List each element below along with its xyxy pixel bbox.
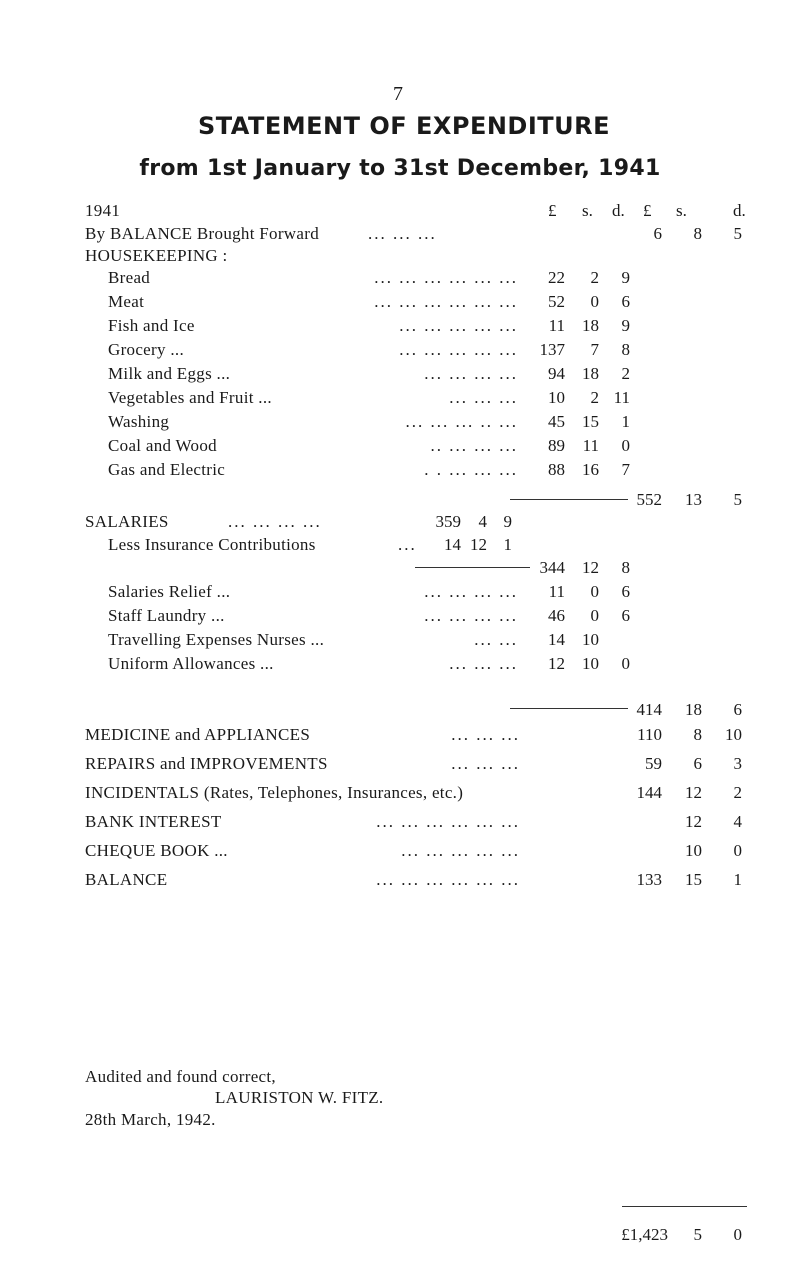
- expenditure-item-pence: 2: [733, 783, 742, 802]
- housekeeping-item-pence: 2: [621, 364, 630, 383]
- balance-forward-leader: ... ... ...: [368, 224, 437, 243]
- expenditure-item-pounds: 144: [636, 783, 662, 802]
- less-insurance-label: Less Insurance Contributions: [108, 535, 316, 554]
- housekeeping-item-leader: ... ... ... ... ... ...: [374, 268, 518, 287]
- expenditure-item-shillings: 12: [685, 783, 702, 802]
- salaries-item-label: Staff Laundry ...: [108, 606, 225, 625]
- salaries-gross-pence: 9: [503, 512, 512, 531]
- col-header-pence-1: d.: [612, 201, 625, 220]
- expenditure-item-pence: 3: [733, 754, 742, 773]
- expenditure-item-shillings: 6: [693, 754, 702, 773]
- expenditure-item-label: CHEQUE BOOK ...: [85, 841, 228, 860]
- salaries-gross-shillings: 4: [478, 512, 487, 531]
- less-insurance-pence: 1: [503, 535, 512, 554]
- housekeeping-item-shillings: 7: [590, 340, 599, 359]
- housekeeping-subtotal-rule: [510, 499, 628, 500]
- expenditure-item-leader: ... ... ... ... ... ...: [376, 812, 520, 831]
- housekeeping-item-label: Vegetables and Fruit ...: [108, 388, 272, 407]
- housekeeping-item-shillings: 2: [590, 268, 599, 287]
- housekeeping-item-label: Meat: [108, 292, 145, 311]
- expenditure-item-shillings: 15: [685, 870, 702, 889]
- housekeeping-item-label: Grocery ...: [108, 340, 184, 359]
- col-header-shillings-2: s.: [676, 201, 687, 220]
- auditor-name: LAURISTON W. FITZ.: [215, 1088, 384, 1107]
- housekeeping-item-label: Bread: [108, 268, 151, 287]
- audit-date: 28th March, 1942.: [85, 1110, 216, 1129]
- salaries-item-shillings: 0: [590, 606, 599, 625]
- expenditure-item-label: BANK INTEREST: [85, 812, 222, 831]
- salaries-item-pence: 0: [621, 654, 630, 673]
- balance-forward-pounds: 6: [653, 224, 662, 243]
- col-header-pounds-2: £: [643, 201, 652, 220]
- salaries-item-leader: ... ... ... ...: [424, 582, 518, 601]
- expenditure-item-label: INCIDENTALS (Rates, Telephones, Insurances, etc.): [85, 783, 464, 802]
- salaries-net-pence: 8: [621, 558, 630, 577]
- housekeeping-item-pence: 8: [621, 340, 630, 359]
- expenditure-item-pounds: 133: [636, 870, 662, 889]
- salaries-net-pounds: 344: [539, 558, 565, 577]
- expenditure-item-pounds: 110: [637, 725, 662, 744]
- housekeeping-item-leader: ... ... ... ...: [424, 364, 518, 383]
- salaries-item-pounds: 11: [548, 582, 565, 601]
- balance-forward-pence: 5: [733, 224, 742, 243]
- housekeeping-item-pounds: 45: [548, 412, 565, 431]
- housekeeping-total-pence: 5: [733, 490, 742, 509]
- housekeeping-item-pence: 6: [621, 292, 630, 311]
- col-header-shillings-1: s.: [582, 201, 593, 220]
- salaries-leader: ... ... ... ...: [228, 512, 322, 531]
- salaries-total-shillings: 18: [685, 700, 702, 719]
- less-insurance-pounds: 14: [444, 535, 461, 554]
- salaries-item-label: Travelling Expenses Nurses ...: [108, 630, 325, 649]
- housekeeping-item-pence: 1: [621, 412, 630, 431]
- balance-forward-label: By BALANCE Brought Forward: [85, 224, 319, 243]
- housekeeping-item-label: Fish and Ice: [108, 316, 195, 335]
- housekeeping-item-pounds: 88: [548, 460, 565, 479]
- housekeeping-item-leader: ... ... ... .. ...: [405, 412, 518, 431]
- year-label: 1941: [85, 201, 121, 220]
- housekeeping-item-pence: 11: [613, 388, 630, 407]
- salaries-item-pounds: 14: [548, 630, 565, 649]
- housekeeping-item-shillings: 2: [590, 388, 599, 407]
- expenditure-item-shillings: 10: [685, 841, 702, 860]
- housekeeping-item-leader: .. ... ... ...: [430, 436, 518, 455]
- housekeeping-item-leader: ... ... ... ... ...: [399, 316, 518, 335]
- salaries-net-shillings: 12: [582, 558, 599, 577]
- less-insurance-shillings: 12: [470, 535, 487, 554]
- housekeeping-item-label: Washing: [108, 412, 170, 431]
- expenditure-item-pounds: 59: [645, 754, 662, 773]
- salaries-item-leader: ... ... ... ...: [424, 606, 518, 625]
- salaries-total-pence: 6: [733, 700, 742, 719]
- salaries-item-pence: 6: [621, 606, 630, 625]
- housekeeping-item-shillings: 18: [582, 364, 599, 383]
- salaries-item-label: Salaries Relief ...: [108, 582, 231, 601]
- salaries-item-leader: ... ... ...: [449, 654, 518, 673]
- salaries-label: SALARIES: [85, 512, 169, 531]
- housekeeping-item-leader: ... ... ... ... ...: [399, 340, 518, 359]
- housekeeping-item-shillings: 16: [582, 460, 599, 479]
- page-number: 7: [393, 83, 403, 105]
- expenditure-item-label: BALANCE: [85, 870, 168, 889]
- expenditure-item-pence: 0: [733, 841, 742, 860]
- housekeeping-item-pounds: 52: [548, 292, 565, 311]
- housekeeping-item-pounds: 137: [539, 340, 565, 359]
- housekeeping-item-shillings: 18: [582, 316, 599, 335]
- housekeeping-item-shillings: 0: [590, 292, 599, 311]
- grand-total-shillings: 5: [693, 1225, 702, 1244]
- housekeeping-total-shillings: 13: [685, 490, 702, 509]
- salaries-item-label: Uniform Allowances ...: [108, 654, 274, 673]
- housekeeping-item-label: Coal and Wood: [108, 436, 217, 455]
- housekeeping-item-label: Milk and Eggs ...: [108, 364, 231, 383]
- less-insurance-leader: ...: [398, 535, 417, 554]
- expenditure-item-label: REPAIRS and IMPROVEMENTS: [85, 754, 328, 773]
- col-header-pounds-1: £: [548, 201, 557, 220]
- salaries-gross-pounds: 359: [435, 512, 461, 531]
- salaries-item-shillings: 0: [590, 582, 599, 601]
- statement-title: STATEMENT OF EXPENDITURE: [197, 112, 611, 140]
- housekeeping-item-pence: 0: [621, 436, 630, 455]
- housekeeping-item-shillings: 11: [582, 436, 599, 455]
- col-header-pence-2: d.: [733, 201, 746, 220]
- expenditure-item-pence: 1: [733, 870, 742, 889]
- housekeeping-item-leader: ... ... ... ... ... ...: [374, 292, 518, 311]
- housekeeping-item-pounds: 22: [548, 268, 565, 287]
- salaries-item-pounds: 46: [548, 606, 565, 625]
- housekeeping-item-pounds: 94: [548, 364, 565, 383]
- housekeeping-item-pounds: 89: [548, 436, 565, 455]
- housekeeping-item-label: Gas and Electric: [108, 460, 226, 479]
- housekeeping-heading: HOUSEKEEPING :: [85, 246, 228, 265]
- grand-total-pounds: £1,423: [621, 1225, 668, 1244]
- expenditure-item-pence: 10: [725, 725, 742, 744]
- expenditure-item-shillings: 12: [685, 812, 702, 831]
- audit-statement: Audited and found correct,: [85, 1067, 276, 1086]
- housekeeping-item-pence: 9: [621, 268, 630, 287]
- housekeeping-item-leader: ... ... ...: [449, 388, 518, 407]
- housekeeping-total-pounds: 552: [636, 490, 662, 509]
- salaries-item-shillings: 10: [582, 654, 599, 673]
- salaries-net-rule: [415, 567, 530, 568]
- expenditure-item-leader: ... ... ... ... ... ...: [376, 870, 520, 889]
- salaries-item-shillings: 10: [582, 630, 599, 649]
- expenditure-item-pence: 4: [733, 812, 742, 831]
- expenditure-item-leader: ... ... ... ... ...: [401, 841, 520, 860]
- salaries-item-leader: ... ...: [474, 630, 518, 649]
- salaries-item-pence: 6: [621, 582, 630, 601]
- expenditure-item-label: MEDICINE and APPLIANCES: [85, 725, 311, 744]
- expenditure-item-shillings: 8: [693, 725, 702, 744]
- salaries-subtotal-rule: [510, 708, 628, 709]
- housekeeping-item-pounds: 10: [548, 388, 565, 407]
- housekeeping-item-pence: 7: [621, 460, 630, 479]
- grand-total-pence: 0: [733, 1225, 742, 1244]
- salaries-total-pounds: 414: [636, 700, 662, 719]
- expenditure-item-leader: ... ... ...: [451, 725, 520, 744]
- expenditure-item-leader: ... ... ...: [451, 754, 520, 773]
- balance-forward-shillings: 8: [693, 224, 702, 243]
- statement-subtitle: from 1st January to 31st December, 1941: [139, 156, 661, 181]
- grand-total-rule: [622, 1206, 747, 1207]
- housekeeping-item-pounds: 11: [548, 316, 565, 335]
- housekeeping-item-pence: 9: [621, 316, 630, 335]
- housekeeping-item-shillings: 15: [582, 412, 599, 431]
- salaries-item-pounds: 12: [548, 654, 565, 673]
- housekeeping-item-leader: . . ... ... ...: [424, 460, 518, 479]
